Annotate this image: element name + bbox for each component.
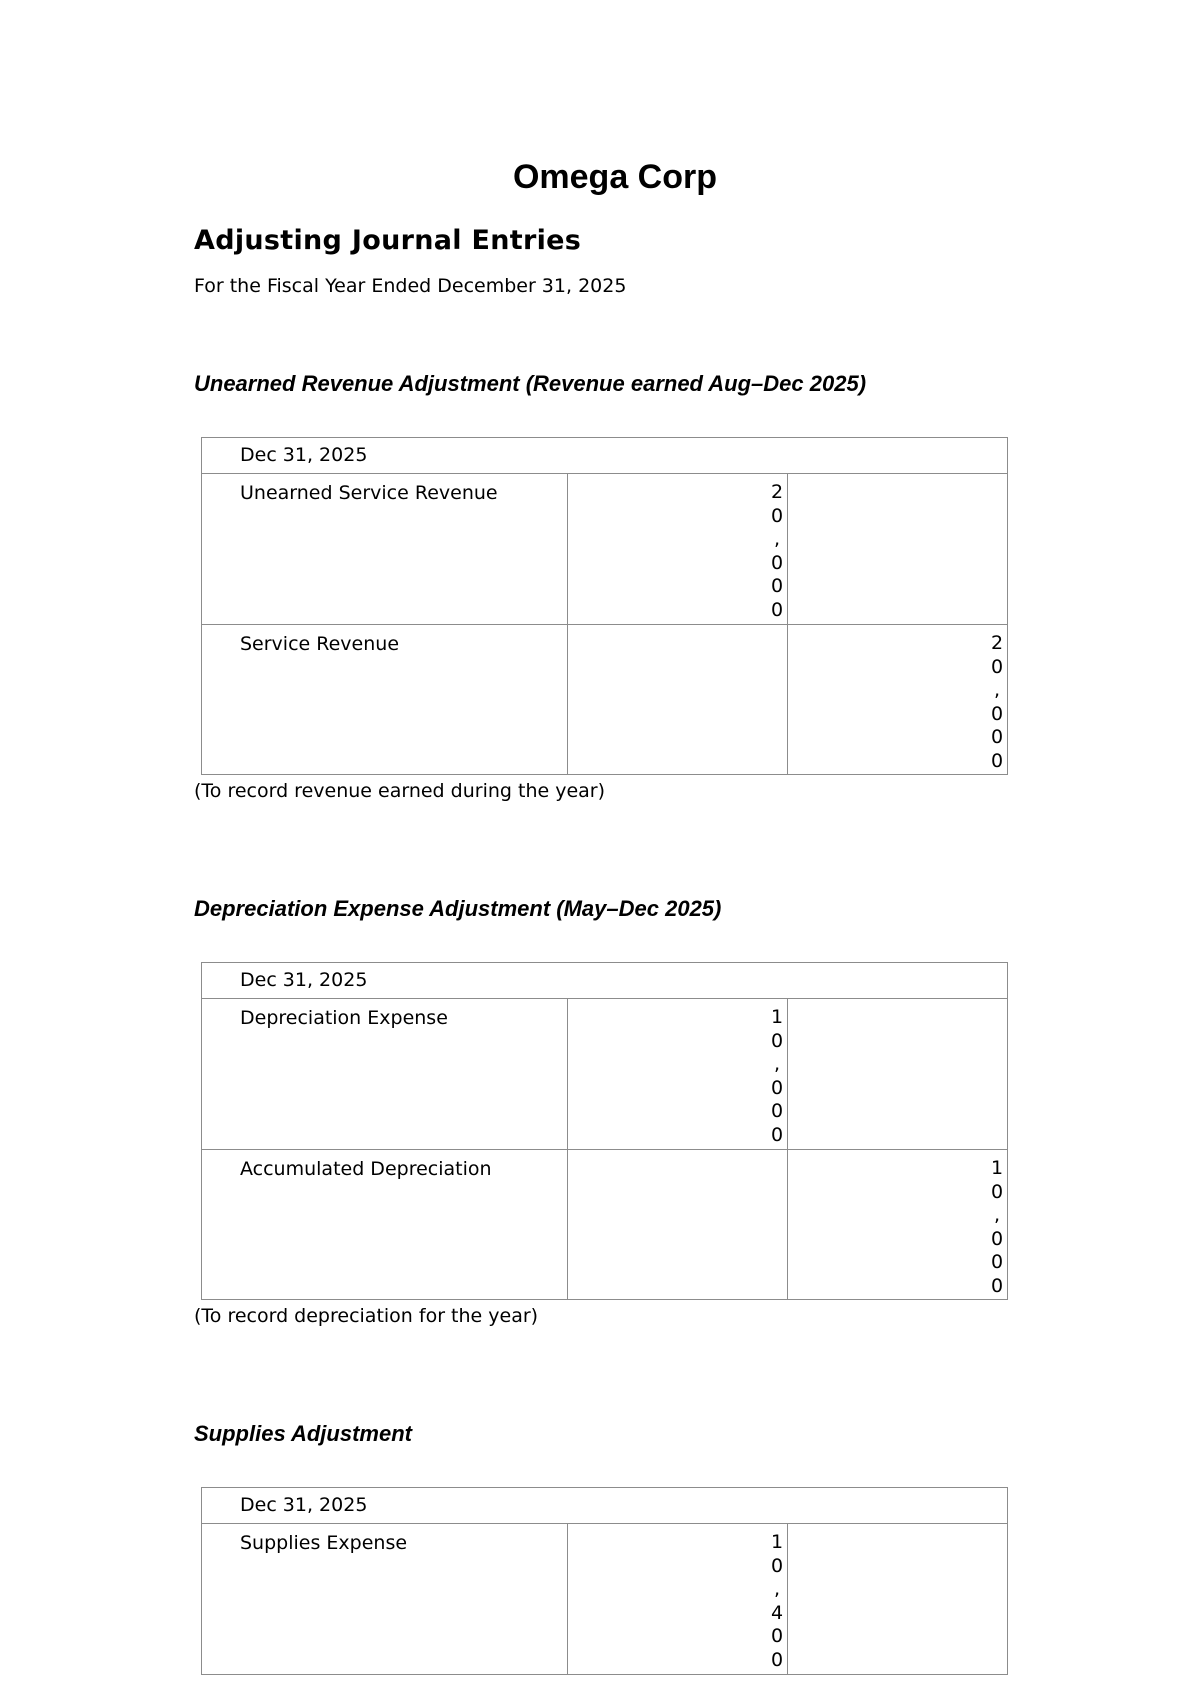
journal-line (202, 1149, 1007, 1299)
account-name: Unearned Service Revenue (202, 474, 568, 624)
account-name: Depreciation Expense (202, 999, 568, 1149)
debit-cell (568, 1524, 788, 1674)
debit-amount: 10,000 (771, 1006, 784, 1146)
entry-date: Dec 31, 2025 (202, 1488, 1007, 1524)
credit-cell (788, 625, 1007, 774)
journal-entry-supplies (201, 1487, 1008, 1675)
journal-entry-unearned-revenue (201, 437, 1008, 775)
entry-date: Dec 31, 2025 (202, 963, 1007, 999)
document-title: Adjusting Journal Entries (194, 225, 582, 256)
debit-cell (568, 1150, 788, 1299)
entry-date: Dec 31, 2025 (202, 438, 1007, 474)
journal-line (202, 474, 1007, 624)
credit-cell (788, 474, 1007, 624)
entry-memo: (To record depreciation for the year) (194, 1305, 539, 1327)
debit-amount: 20,000 (771, 481, 784, 621)
debit-amount: 10,400 (771, 1531, 784, 1671)
credit-cell (788, 999, 1007, 1149)
debit-cell (568, 474, 788, 624)
journal-line (202, 1524, 1007, 1674)
company-name: Omega Corp (512, 158, 718, 196)
account-name: Supplies Expense (202, 1524, 568, 1674)
journal-entry-depreciation (201, 962, 1008, 1300)
account-name: Accumulated Depreciation (202, 1150, 568, 1299)
period-subtitle: For the Fiscal Year Ended December 31, 2025 (194, 275, 627, 297)
credit-amount: 20,000 (991, 632, 1004, 772)
section-heading-supplies: Supplies Adjustment (194, 1421, 412, 1446)
section-heading-depreciation: Depreciation Expense Adjustment (May–Dec 2025) (194, 896, 722, 921)
journal-line (202, 999, 1007, 1149)
account-name: Service Revenue (202, 625, 568, 774)
credit-cell (788, 1524, 1007, 1674)
entry-memo: (To record revenue earned during the year) (194, 780, 606, 802)
credit-cell (788, 1150, 1007, 1299)
credit-amount: 10,000 (991, 1157, 1004, 1297)
debit-cell (568, 999, 788, 1149)
section-heading-unearned-revenue: Unearned Revenue Adjustment (Revenue earned Aug–Dec 2025) (194, 371, 867, 396)
journal-line (202, 624, 1007, 774)
debit-cell (568, 625, 788, 774)
